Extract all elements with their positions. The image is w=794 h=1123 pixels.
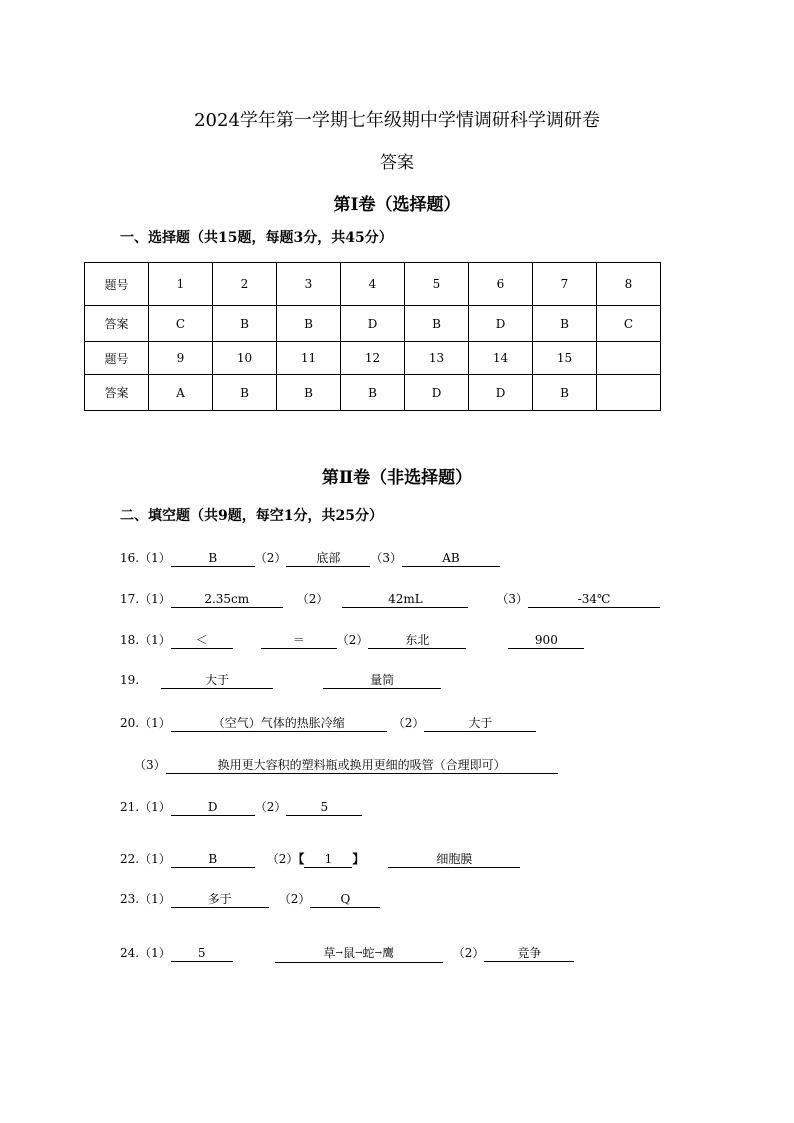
table-cell: 12	[341, 342, 405, 375]
question-number: 17.	[120, 592, 140, 606]
part-label: （1）	[139, 551, 171, 565]
part1-title: 第Ⅰ卷（选择题）	[333, 195, 461, 215]
part2-title: 第Ⅱ卷（非选择题）	[321, 468, 473, 488]
table-cell: C	[597, 306, 661, 342]
answer-18-3: 东北	[368, 633, 466, 649]
arrow-icon: →	[374, 948, 383, 959]
answer-22-2: 1	[304, 852, 352, 868]
table-cell: 11	[277, 342, 341, 375]
question-number: 24.	[120, 946, 140, 960]
bracket-left: 【	[298, 852, 305, 866]
table-cell: 答案	[85, 375, 149, 411]
section1-heading: 一、选择题（共15题，每题3分，共45分）	[120, 230, 393, 246]
question-20	[120, 714, 536, 732]
table-cell: 1	[149, 263, 213, 306]
part-label: （2）	[452, 946, 485, 960]
table-row	[85, 342, 661, 375]
question-number: 19.	[120, 673, 140, 687]
answer-19-1: 大于	[161, 673, 273, 689]
part-label: （1）	[139, 852, 171, 866]
answer-22-3: 细胞膜	[388, 852, 520, 868]
part-label: （3）	[496, 592, 529, 606]
table-cell: 10	[213, 342, 277, 375]
part-label: （2）	[254, 551, 287, 565]
part-label: （1）	[139, 592, 171, 606]
answer-16-1: B	[171, 551, 255, 567]
question-16	[120, 549, 500, 567]
table-cell: B	[533, 375, 597, 411]
table-cell: D	[469, 375, 533, 411]
question-number: 20.	[120, 716, 140, 730]
table-row	[85, 306, 661, 342]
part-label: （2）	[278, 892, 311, 906]
table-cell: D	[469, 306, 533, 342]
table-cell: B	[277, 375, 341, 411]
table-row	[85, 375, 661, 411]
question-number: 16.	[120, 551, 140, 565]
part-label: （2）	[336, 633, 369, 647]
table-cell: 14	[469, 342, 533, 375]
page-title: 2024学年第一学期七年级期中学情调研科学调研卷	[194, 110, 600, 131]
part-label: （2）	[266, 852, 299, 866]
table-cell: 2	[213, 263, 277, 306]
answer-23-2: Q	[310, 892, 380, 908]
question-19	[120, 673, 441, 689]
answer-17-1: 2.35cm	[171, 592, 283, 608]
part-label: （2）	[296, 592, 329, 606]
table-cell: A	[149, 375, 213, 411]
question-24	[120, 944, 574, 963]
question-22	[120, 850, 520, 868]
answer-20-1: （空气）气体的热胀冷缩	[171, 716, 387, 732]
question-number: 18.	[120, 633, 140, 647]
answer-23-1: 多于	[171, 892, 269, 908]
table-cell: 答案	[85, 306, 149, 342]
answer-20-3: 换用更大容积的塑料瓶或换用更细的吸管（合理即可）	[166, 758, 558, 774]
food-chain-snake: 蛇	[362, 946, 375, 960]
table-cell: 8	[597, 263, 661, 306]
answer-18-2: ＝	[261, 633, 337, 649]
table-cell: 5	[405, 263, 469, 306]
answer-18-4: 900	[508, 633, 584, 649]
table-cell: B	[213, 306, 277, 342]
answer-16-2: 底部	[286, 551, 370, 567]
table-cell	[597, 375, 661, 411]
table-cell: B	[277, 306, 341, 342]
table-cell: 7	[533, 263, 597, 306]
question-18	[120, 631, 584, 649]
table-cell: 4	[341, 263, 405, 306]
answer-table	[84, 262, 661, 411]
section2-heading: 二、填空题（共9题，每空1分，共25分）	[120, 508, 383, 524]
answer-17-3: -34℃	[528, 592, 660, 608]
table-cell: 15	[533, 342, 597, 375]
question-20-3	[134, 756, 558, 774]
answer-21-2: 5	[286, 800, 362, 816]
table-cell: 13	[405, 342, 469, 375]
answer-20-2: 大于	[424, 716, 536, 732]
table-cell: B	[341, 375, 405, 411]
answer-22-1: B	[171, 852, 255, 868]
question-number: 21.	[120, 800, 140, 814]
table-cell: D	[405, 375, 469, 411]
question-number: 23.	[120, 892, 140, 906]
table-row	[85, 263, 661, 306]
table-cell	[597, 342, 661, 375]
part-label: （3）	[134, 758, 166, 772]
part-label: （1）	[139, 633, 171, 647]
page-subtitle: 答案	[380, 153, 414, 173]
table-cell: B	[533, 306, 597, 342]
answer-24-2: 竞争	[484, 946, 574, 962]
part-label: （1）	[139, 800, 171, 814]
table-cell: 3	[277, 263, 341, 306]
table-cell: B	[405, 306, 469, 342]
part-label: （2）	[392, 716, 425, 730]
part-label: （1）	[139, 716, 171, 730]
answer-16-3: AB	[402, 551, 500, 567]
question-21	[120, 798, 362, 816]
table-cell: D	[341, 306, 405, 342]
table-cell: 9	[149, 342, 213, 375]
food-chain-grass: 草	[323, 946, 336, 960]
question-17	[120, 590, 660, 608]
table-cell: 题号	[85, 342, 149, 375]
part-label: （2）	[254, 800, 287, 814]
answer-19-2: 量筒	[323, 673, 441, 689]
table-cell: 题号	[85, 263, 149, 306]
answer-24-1: 5	[171, 946, 233, 962]
food-chain-eagle: 鹰	[382, 946, 395, 960]
answer-17-2: 42mL	[342, 592, 468, 608]
part-label: （3）	[370, 551, 403, 565]
table-cell: B	[213, 375, 277, 411]
arrow-icon: →	[354, 948, 363, 959]
part-label: （1）	[139, 892, 171, 906]
bracket-right: 】	[352, 852, 365, 866]
table-cell: 6	[469, 263, 533, 306]
answer-21-1: D	[171, 800, 255, 816]
answer-18-1: ＜	[171, 633, 233, 649]
question-number: 22.	[120, 852, 140, 866]
arrow-icon: →	[335, 948, 343, 959]
part-label: （1）	[139, 946, 171, 960]
food-chain-mouse: 鼠	[342, 946, 355, 960]
table-cell: C	[149, 306, 213, 342]
question-23	[120, 890, 380, 908]
answer-24-food-chain	[275, 946, 443, 963]
